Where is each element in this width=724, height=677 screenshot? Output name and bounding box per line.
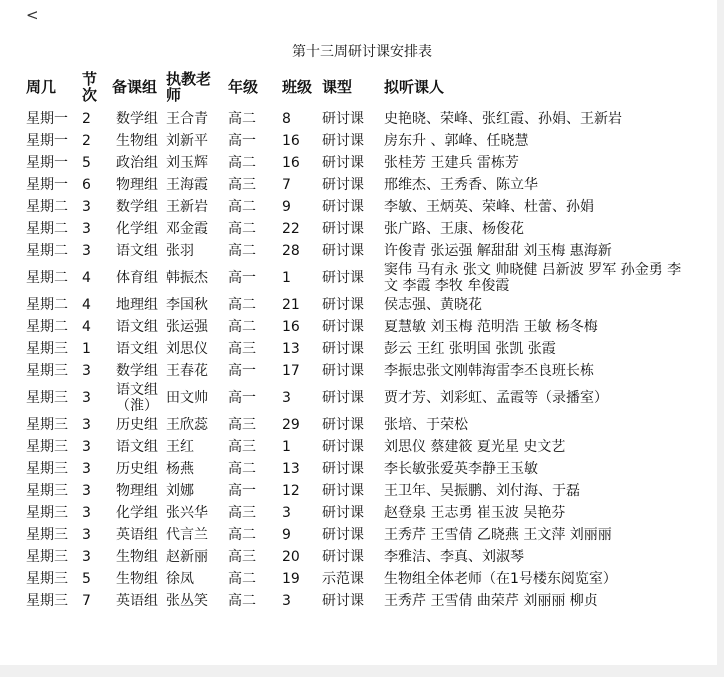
cell-grade: 高二 [228, 199, 256, 215]
cell-listeners: 史艳晓、荣峰、张红霞、孙娟、王新岩 [384, 111, 622, 127]
cell-teacher: 刘思仪 [166, 341, 208, 357]
cell-teacher: 杨燕 [166, 461, 194, 477]
cell-period: 6 [82, 177, 91, 193]
cell-teacher: 王合青 [166, 111, 208, 127]
cell-type: 研讨课 [322, 593, 364, 609]
cell-type: 示范课 [322, 571, 364, 587]
cell-listeners: 李振忠张文刚韩海雷李丕良班长栋 [384, 363, 594, 379]
cell-class: 8 [282, 111, 291, 127]
cell-type: 研讨课 [322, 177, 364, 193]
cell-listeners: 贾才芳、刘彩虹、孟霞等（录播室） [384, 390, 608, 406]
table-row [24, 174, 684, 196]
table-row [24, 524, 684, 546]
cell-type: 研讨课 [322, 461, 364, 477]
cell-group: 数学组 [116, 363, 158, 379]
cell-type: 研讨课 [322, 270, 364, 286]
cell-class: 1 [282, 439, 291, 455]
cell-group: 英语组 [116, 593, 158, 609]
header-group: 备课组 [112, 78, 158, 96]
cell-listeners: 邢维杰、王秀香、陈立华 [384, 177, 538, 193]
cell-day: 星期三 [26, 363, 68, 379]
cell-day: 星期一 [26, 111, 68, 127]
table-row [24, 382, 684, 414]
cell-teacher: 李国秋 [166, 297, 208, 313]
cell-teacher: 邓金霞 [166, 221, 208, 237]
cell-group: 生物组 [116, 549, 158, 565]
cell-class: 17 [282, 363, 300, 379]
page-title: 第十三周研讨课安排表 [292, 44, 432, 60]
cell-class: 9 [282, 199, 291, 215]
cell-teacher: 代言兰 [166, 527, 208, 543]
cell-group: 语文组 [116, 439, 158, 455]
header-row [24, 66, 684, 108]
cell-day: 星期一 [26, 177, 68, 193]
cell-period: 3 [82, 505, 91, 521]
cell-period: 3 [82, 439, 91, 455]
cell-teacher: 王海霞 [166, 177, 208, 193]
cell-grade: 高三 [228, 439, 256, 455]
header-listeners: 拟听课人 [384, 78, 445, 96]
cell-class: 19 [282, 571, 300, 587]
cell-class: 28 [282, 243, 300, 259]
cell-period: 3 [82, 461, 91, 477]
cell-listeners: 李长敏张爱英李静王玉敏 [384, 461, 538, 477]
cell-grade: 高三 [228, 549, 256, 565]
header-grade: 年级 [228, 78, 259, 96]
cell-teacher: 张运强 [166, 319, 208, 335]
cell-day: 星期二 [26, 243, 68, 259]
cell-grade: 高三 [228, 341, 256, 357]
table-row [24, 480, 684, 502]
cell-listeners: 李雅洁、李真、刘淑琴 [384, 549, 524, 565]
cell-group: 语文组（淮） [116, 382, 158, 414]
table-body [24, 108, 684, 612]
cell-day: 星期一 [26, 133, 68, 149]
cell-class: 16 [282, 319, 300, 335]
cell-grade: 高一 [228, 270, 256, 286]
header-type: 课型 [322, 78, 353, 96]
cell-class: 21 [282, 297, 300, 313]
cell-type: 研讨课 [322, 155, 364, 171]
cell-listeners: 王卫年、吴振鹏、刘付海、于磊 [384, 483, 580, 499]
cell-day: 星期三 [26, 571, 68, 587]
table-row [24, 196, 684, 218]
cell-day: 星期三 [26, 417, 68, 433]
cell-period: 3 [82, 363, 91, 379]
cell-type: 研讨课 [322, 297, 364, 313]
cell-type: 研讨课 [322, 505, 364, 521]
table-row [24, 294, 684, 316]
cell-type: 研讨课 [322, 483, 364, 499]
cell-listeners: 张培、于荣松 [384, 417, 468, 433]
cell-group: 化学组 [116, 221, 158, 237]
cell-listeners: 张桂芳 王建兵 雷栋芳 [384, 155, 519, 171]
cell-grade: 高三 [228, 505, 256, 521]
cell-class: 1 [282, 270, 291, 286]
cell-teacher: 王欣蕊 [166, 417, 208, 433]
cell-teacher: 张丛笑 [166, 593, 208, 609]
cell-grade: 高二 [228, 243, 256, 259]
cell-type: 研讨课 [322, 243, 364, 259]
cell-group: 地理组 [116, 297, 158, 313]
cell-day: 星期三 [26, 593, 68, 609]
cell-grade: 高一 [228, 133, 256, 149]
cell-listeners: 窦伟 马有永 张文 帅晓健 吕新波 罗军 孙金勇 李文 李霞 李牧 牟俊霞 [384, 262, 682, 294]
cell-type: 研讨课 [322, 133, 364, 149]
table-row [24, 338, 684, 360]
cell-period: 1 [82, 341, 91, 357]
cell-period: 3 [82, 483, 91, 499]
cell-teacher: 张兴华 [166, 505, 208, 521]
table-row [24, 108, 684, 130]
cell-listeners: 刘思仪 蔡建筱 夏光星 史文艺 [384, 439, 566, 455]
cell-listeners: 生物组全体老师（在1号楼东阅览室） [384, 571, 617, 587]
cell-class: 22 [282, 221, 300, 237]
cell-grade: 高二 [228, 221, 256, 237]
cell-grade: 高二 [228, 155, 256, 171]
cell-type: 研讨课 [322, 363, 364, 379]
schedule-table [24, 66, 684, 612]
table-row [24, 502, 684, 524]
cell-listeners: 彭云 王红 张明国 张凯 张霞 [384, 341, 556, 357]
cell-type: 研讨课 [322, 417, 364, 433]
cell-type: 研讨课 [322, 111, 364, 127]
cell-grade: 高一 [228, 483, 256, 499]
cell-day: 星期三 [26, 483, 68, 499]
bottom-bar [0, 665, 724, 677]
cell-grade: 高一 [228, 390, 256, 406]
header-class: 班级 [282, 78, 313, 96]
cell-listeners: 房东升 、郭峰、任晓慧 [384, 133, 529, 149]
cell-class: 3 [282, 390, 291, 406]
cell-group: 数学组 [116, 111, 158, 127]
cell-period: 3 [82, 417, 91, 433]
cell-listeners: 王秀芹 王雪倩 乙晓燕 王文萍 刘丽丽 [384, 527, 612, 543]
table-row [24, 218, 684, 240]
cell-type: 研讨课 [322, 439, 364, 455]
cell-class: 13 [282, 461, 300, 477]
table-row [24, 568, 684, 590]
cell-day: 星期三 [26, 439, 68, 455]
table-row [24, 458, 684, 480]
table-row [24, 262, 684, 294]
cell-teacher: 王红 [166, 439, 194, 455]
cell-group: 物理组 [116, 483, 158, 499]
cell-day: 星期三 [26, 341, 68, 357]
cell-period: 4 [82, 319, 91, 335]
cell-teacher: 刘新平 [166, 133, 208, 149]
cell-class: 3 [282, 593, 291, 609]
header-day: 周几 [26, 78, 57, 96]
cell-grade: 高二 [228, 593, 256, 609]
cell-class: 7 [282, 177, 291, 193]
cell-group: 英语组 [116, 527, 158, 543]
scrollbar-track[interactable] [717, 0, 724, 677]
cell-day: 星期三 [26, 461, 68, 477]
cell-grade: 高一 [228, 363, 256, 379]
table-row [24, 590, 684, 612]
cell-type: 研讨课 [322, 527, 364, 543]
table-row [24, 152, 684, 174]
cell-teacher: 赵新丽 [166, 549, 208, 565]
cell-listeners: 王秀芹 王雪倩 曲荣芹 刘丽丽 柳贞 [384, 593, 598, 609]
cell-teacher: 韩振杰 [166, 270, 208, 286]
cell-type: 研讨课 [322, 319, 364, 335]
cell-group: 数学组 [116, 199, 158, 215]
cell-class: 20 [282, 549, 300, 565]
cell-period: 3 [82, 549, 91, 565]
cell-grade: 高二 [228, 297, 256, 313]
cell-period: 3 [82, 527, 91, 543]
cell-teacher: 徐凤 [166, 571, 194, 587]
cell-day: 星期三 [26, 390, 68, 406]
cell-period: 7 [82, 593, 91, 609]
cell-listeners: 侯志强、黄晓花 [384, 297, 482, 313]
cell-day: 星期二 [26, 199, 68, 215]
cell-grade: 高二 [228, 111, 256, 127]
cell-group: 物理组 [116, 177, 158, 193]
cell-period: 3 [82, 221, 91, 237]
cell-day: 星期二 [26, 221, 68, 237]
table-row [24, 414, 684, 436]
cell-group: 体育组 [116, 270, 158, 286]
cell-class: 9 [282, 527, 291, 543]
table-row [24, 316, 684, 338]
cell-period: 3 [82, 243, 91, 259]
cell-group: 政治组 [116, 155, 158, 171]
cell-grade: 高二 [228, 571, 256, 587]
cell-class: 13 [282, 341, 300, 357]
table-row [24, 130, 684, 152]
cell-teacher: 张羽 [166, 243, 194, 259]
cell-period: 3 [82, 390, 91, 406]
cell-listeners: 张广路、王康、杨俊花 [384, 221, 524, 237]
cell-day: 星期三 [26, 549, 68, 565]
cell-listeners: 赵登泉 王志勇 崔玉波 吴艳芬 [384, 505, 566, 521]
cell-group: 历史组 [116, 461, 158, 477]
cell-period: 2 [82, 133, 91, 149]
cell-type: 研讨课 [322, 390, 364, 406]
cell-type: 研讨课 [322, 341, 364, 357]
table-row [24, 360, 684, 382]
cell-type: 研讨课 [322, 549, 364, 565]
cell-teacher: 田文帅 [166, 390, 208, 406]
cell-period: 4 [82, 270, 91, 286]
cell-group: 生物组 [116, 133, 158, 149]
cell-listeners: 李敏、王炳英、荣峰、杜蕾、孙娟 [384, 199, 594, 215]
back-button[interactable]: < [26, 6, 39, 24]
cell-grade: 高二 [228, 461, 256, 477]
cell-day: 星期一 [26, 155, 68, 171]
cell-type: 研讨课 [322, 199, 364, 215]
cell-day: 星期二 [26, 270, 68, 286]
cell-type: 研讨课 [322, 221, 364, 237]
table-row [24, 546, 684, 568]
cell-group: 历史组 [116, 417, 158, 433]
cell-listeners: 夏慧敏 刘玉梅 范明浩 王敏 杨冬梅 [384, 319, 598, 335]
cell-group: 语文组 [116, 341, 158, 357]
cell-teacher: 王春花 [166, 363, 208, 379]
cell-period: 4 [82, 297, 91, 313]
cell-listeners: 许俊青 张运强 解甜甜 刘玉梅 惠海新 [384, 243, 612, 259]
header-teacher: 执教老师 [166, 70, 212, 104]
cell-group: 化学组 [116, 505, 158, 521]
cell-class: 12 [282, 483, 300, 499]
cell-teacher: 王新岩 [166, 199, 208, 215]
cell-group: 语文组 [116, 243, 158, 259]
cell-period: 2 [82, 111, 91, 127]
header-period: 节次 [82, 70, 98, 104]
cell-grade: 高二 [228, 527, 256, 543]
cell-period: 5 [82, 155, 91, 171]
cell-day: 星期二 [26, 297, 68, 313]
cell-group: 语文组 [116, 319, 158, 335]
cell-teacher: 刘玉辉 [166, 155, 208, 171]
cell-grade: 高三 [228, 417, 256, 433]
cell-teacher: 刘娜 [166, 483, 194, 499]
cell-grade: 高二 [228, 319, 256, 335]
cell-group: 生物组 [116, 571, 158, 587]
cell-class: 3 [282, 505, 291, 521]
cell-period: 5 [82, 571, 91, 587]
cell-grade: 高三 [228, 177, 256, 193]
table-row [24, 240, 684, 262]
cell-day: 星期三 [26, 527, 68, 543]
cell-period: 3 [82, 199, 91, 215]
cell-class: 29 [282, 417, 300, 433]
cell-day: 星期二 [26, 319, 68, 335]
cell-class: 16 [282, 155, 300, 171]
table-row [24, 436, 684, 458]
cell-day: 星期三 [26, 505, 68, 521]
cell-class: 16 [282, 133, 300, 149]
